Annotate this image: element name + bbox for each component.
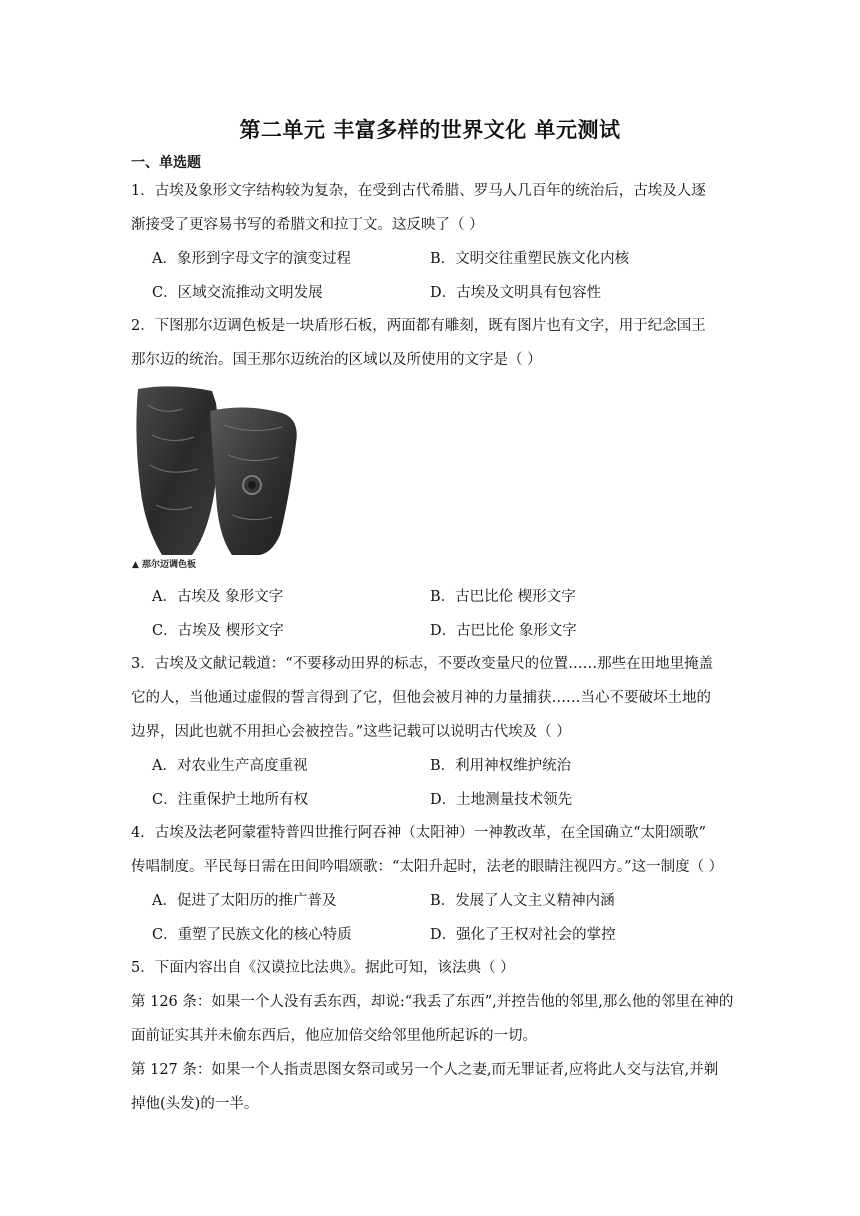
question-2-option-c: C．古埃及 楔形文字	[152, 623, 284, 639]
article-127	[131, 1053, 731, 1121]
question-4-option-b: B．发展了人文主义精神内涵	[430, 893, 615, 909]
question-4-stem	[131, 816, 731, 884]
question-2-stem	[131, 309, 731, 377]
question-1-line: 1．古埃及象形文字结构较为复杂，在受到古代希腊、罗马人几百年的统治后，古埃及人逐	[131, 183, 706, 199]
question-2-option-b: B．古巴比伦 楔形文字	[430, 589, 576, 605]
question-3-option-d: D．土地测量技术领先	[430, 792, 573, 808]
article-127-line: 第 127 条：如果一个人指责思图女祭司或另一个人之妻,而无罪证者,应将此人交与法官,并剃	[131, 1062, 719, 1078]
question-4-option-d: D．强化了王权对社会的掌控	[430, 927, 616, 943]
figure-caption: ▲ 那尔迈调色板	[132, 560, 197, 570]
question-1-option-d: D．古埃及文明具有包容性	[430, 285, 602, 301]
article-127-line: 掉他(头发)的一半。	[131, 1096, 259, 1112]
question-4-line: 4．古埃及法老阿蒙霍特普四世推行阿吞神（太阳神）一神教改革，在全国确立“太阳颂歌”	[131, 825, 707, 841]
question-1-stem	[131, 174, 731, 242]
question-3-line: 边界，因此也就不用担心会被控告。”这些记载可以说明古代埃及（ ）	[131, 724, 571, 740]
question-2-line: 那尔迈的统治。国王那尔迈统治的区域以及所使用的文字是（ ）	[131, 352, 542, 368]
question-5-line: 5．下面内容出自《汉谟拉比法典》。据此可知，该法典（ ）	[131, 960, 515, 976]
page-title: 第二单元 丰富多样的世界文化 单元测试	[239, 118, 621, 142]
question-1-option-b: B．文明交往重塑民族文化内核	[430, 251, 630, 267]
question-3-line: 它的人，当他通过虚假的誓言得到了它，但他会被月神的力量捕获……当心不要破坏土地的	[131, 690, 711, 706]
question-4-line: 传唱制度。平民每日需在田间吟唱颂歌：“太阳升起时，法老的眼睛注视四方。”这一制度（ ）	[131, 859, 724, 875]
question-1-line: 渐接受了更容易书写的希腊文和拉丁文。这反映了（ ）	[131, 217, 484, 233]
question-2-line: 2．下图那尔迈调色板是一块盾形石板，两面都有雕刻，既有图片也有文字，用于纪念国王	[131, 318, 706, 334]
section-heading: 一、单选题	[131, 155, 201, 171]
question-4-option-c: C．重塑了民族文化的核心特质	[152, 927, 352, 943]
question-2-option-d: D．古巴比伦 象形文字	[430, 623, 577, 639]
question-4-option-a: A．促进了太阳历的推广普及	[152, 893, 337, 909]
question-3-option-b: B．利用神权维护统治	[430, 758, 572, 774]
question-2-option-a: A．古埃及 象形文字	[152, 589, 284, 605]
article-126-line: 第 126 条：如果一个人没有丢东西，却说:“我丢了东西”,并控告他的邻里,那么他的邻里在神的	[131, 994, 734, 1010]
article-126-line: 面前证实其并未偷东西后，他应加倍交给邻里他所起诉的一切。	[131, 1028, 537, 1044]
question-3-option-a: A．对农业生产高度重视	[152, 758, 308, 774]
question-5-stem	[131, 951, 731, 985]
question-1-option-c: C．区域交流推动文明发展	[152, 285, 323, 301]
question-3-line: 3．古埃及文献记载道：“不要移动田界的标志，不要改变量尺的位置……那些在田地里掩盖	[131, 656, 714, 672]
narmer-palette-image	[132, 385, 312, 575]
question-3-stem	[131, 647, 731, 749]
article-126	[131, 985, 734, 1053]
question-1-option-a: A．象形到字母文字的演变过程	[152, 251, 351, 267]
question-3-option-c: C．注重保护土地所有权	[152, 792, 309, 808]
